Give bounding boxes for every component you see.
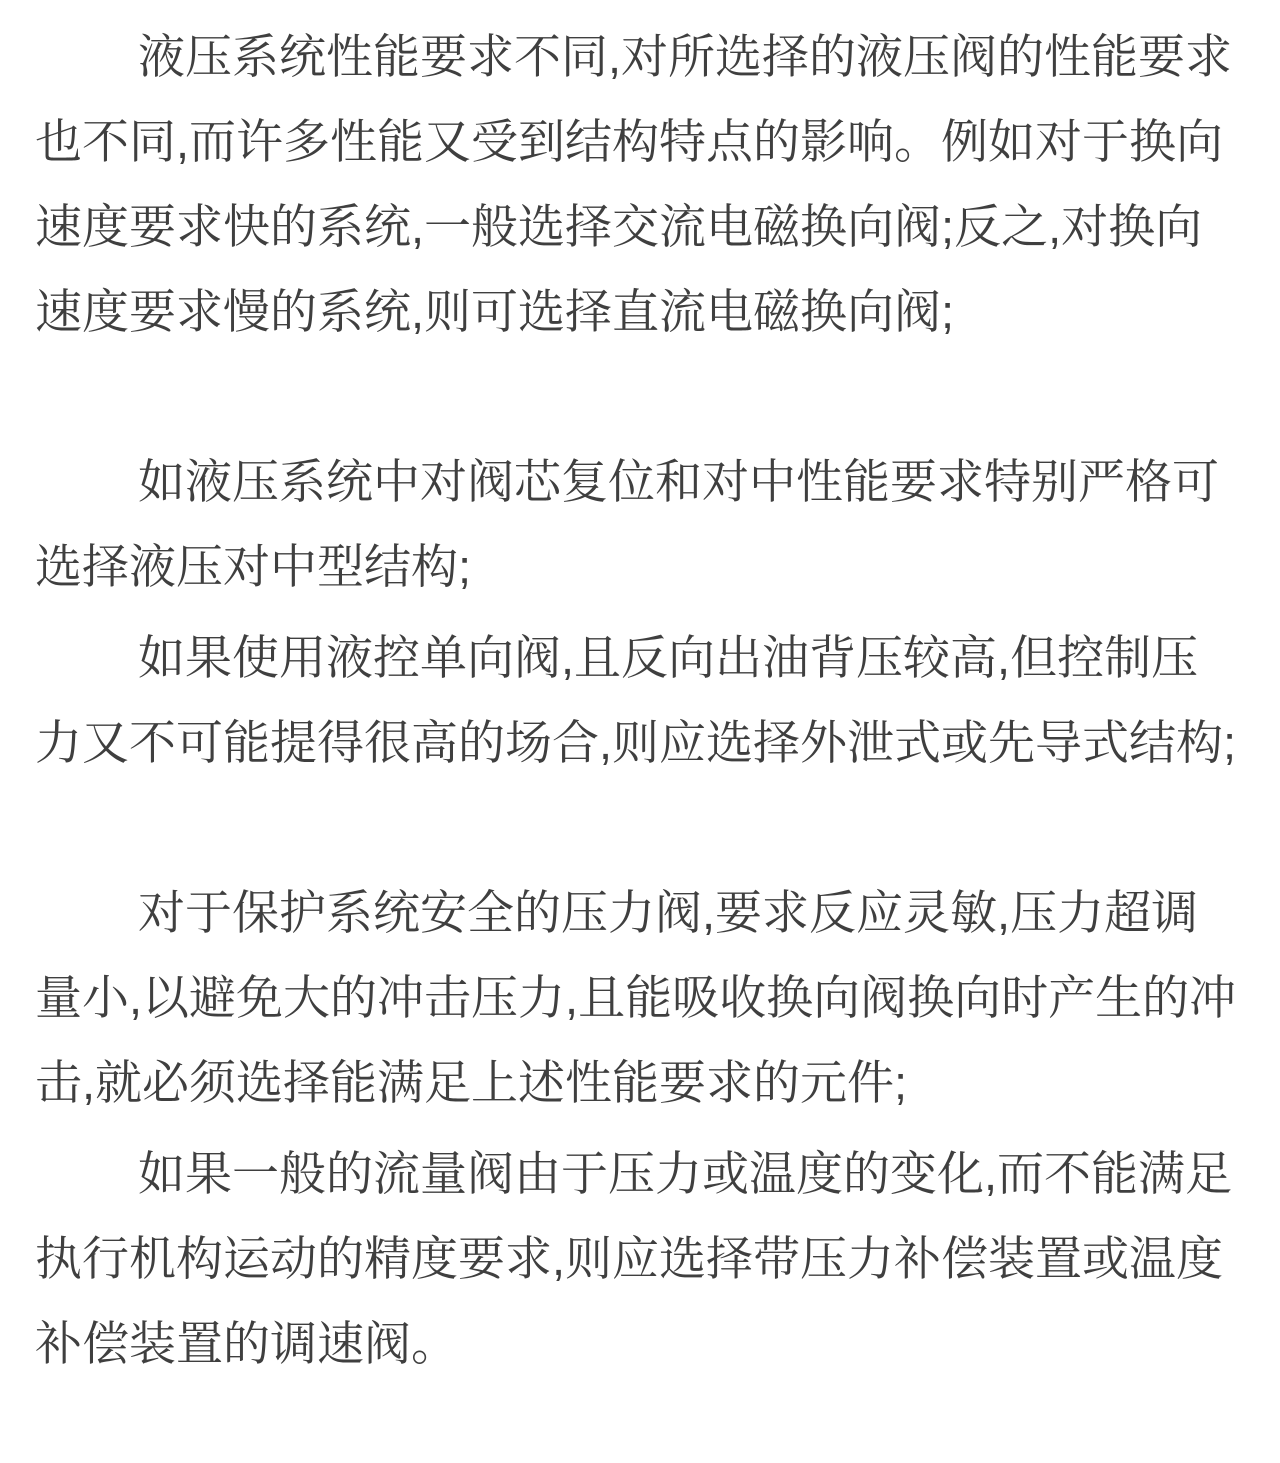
text-line: 如果一般的流量阀由于压力或温度的变化,而不能满足 xyxy=(138,1147,1233,1200)
paragraph-pilot-operated-check-valve xyxy=(35,615,1246,785)
text-line: 补偿装置的调速阀。 xyxy=(35,1317,458,1370)
text-line: 如液压系统中对阀芯复位和对中性能要求特别严格可 xyxy=(138,455,1219,508)
paragraph-valve-performance xyxy=(35,14,1246,354)
text-line: 击,就必须选择能满足上述性能要求的元件; xyxy=(35,1056,908,1109)
text-line: 力又不可能提得很高的场合,则应选择外泄式或先导式结构; xyxy=(35,716,1237,769)
paragraph-flow-valve-compensation xyxy=(35,1131,1246,1386)
text-line: 速度要求快的系统,一般选择交流电磁换向阀;反之,对换向 xyxy=(35,200,1203,253)
text-line: 也不同,而许多性能又受到结构特点的影响。例如对于换向 xyxy=(35,115,1224,168)
text-line: 执行机构运动的精度要求,则应选择带压力补偿装置或温度 xyxy=(35,1232,1224,1285)
text-line: 对于保护系统安全的压力阀,要求反应灵敏,压力超调 xyxy=(138,886,1199,939)
text-line: 量小,以避免大的冲击压力,且能吸收换向阀换向时产生的冲 xyxy=(35,971,1237,1024)
text-line: 速度要求慢的系统,则可选择直流电磁换向阀; xyxy=(35,285,955,338)
paragraph-spool-centering xyxy=(35,439,1246,609)
paragraph-pressure-valve-safety xyxy=(35,870,1246,1125)
text-line: 如果使用液控单向阀,且反向出油背压较高,但控制压 xyxy=(138,631,1199,684)
text-line: 液压系统性能要求不同,对所选择的液压阀的性能要求 xyxy=(138,30,1233,83)
text-line: 选择液压对中型结构; xyxy=(35,540,472,593)
